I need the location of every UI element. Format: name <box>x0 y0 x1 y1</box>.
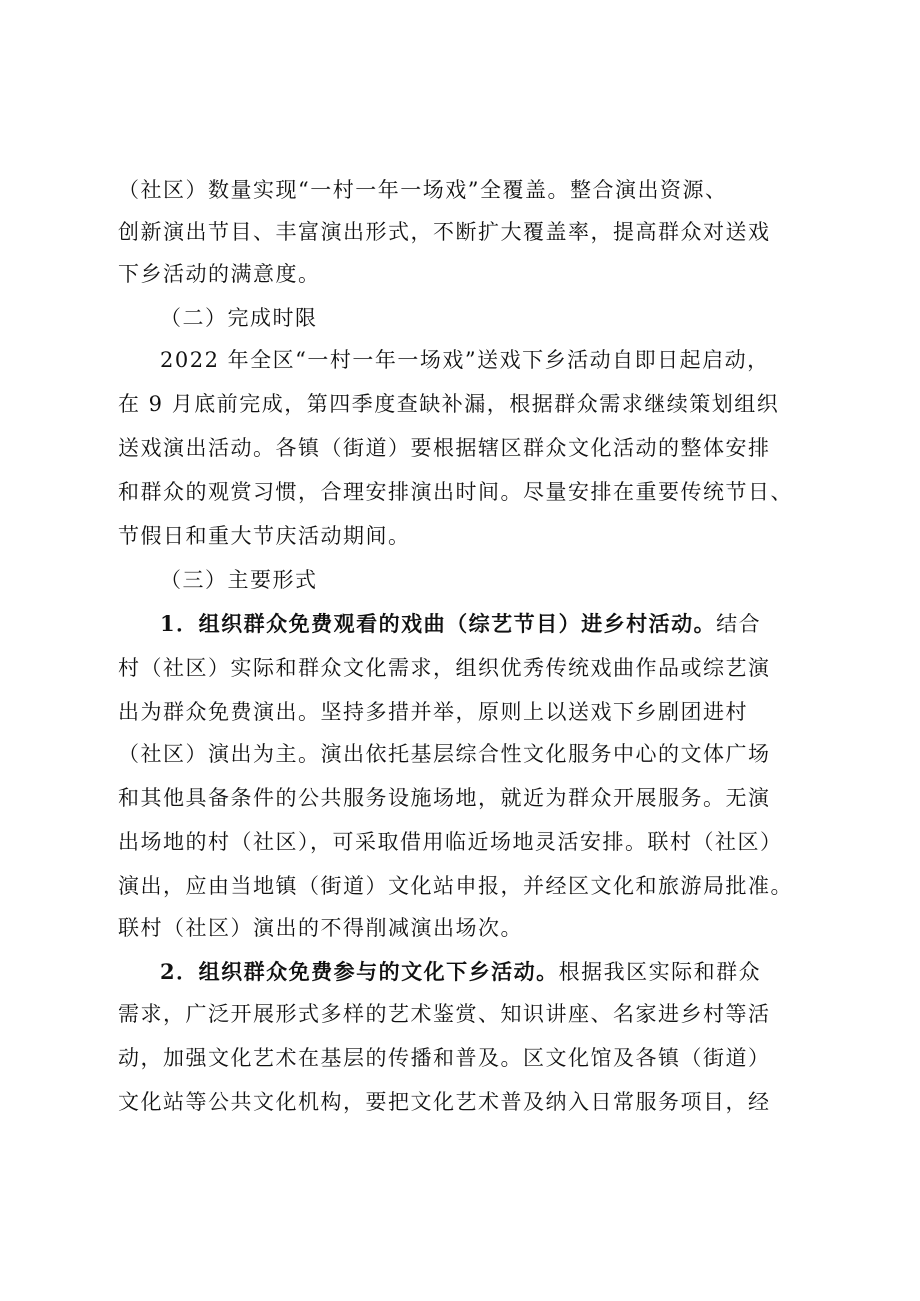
paragraph-line <box>118 1043 802 1073</box>
text-run: 联村（社区）演出的不得削减演出场次。 <box>118 916 523 940</box>
text-run: 动，加强文化艺术在基层的传播和普及。区文化馆及各镇（街道） <box>118 1046 771 1070</box>
paragraph-line <box>118 521 802 551</box>
paragraph-line <box>118 1087 802 1117</box>
text-run: 结合 <box>716 612 762 636</box>
text-run: 2022 年全区“一村一年一场戏”送戏下乡活动自即日起启动， <box>160 348 770 372</box>
text-run: 下乡活动的满意度。 <box>118 262 321 286</box>
paragraph-line <box>118 389 802 419</box>
text-run: 节假日和重大节庆活动期间。 <box>118 524 411 548</box>
text-run: 根据我区实际和群众 <box>558 960 762 984</box>
paragraph-line <box>160 609 802 639</box>
paragraph-line <box>118 827 802 857</box>
paragraph-line <box>118 433 802 463</box>
section-heading-completion-deadline <box>160 303 802 333</box>
section-heading-main-forms <box>160 565 802 595</box>
paragraph-line <box>118 477 802 507</box>
paragraph-line <box>118 871 802 901</box>
text-run: 村（社区）实际和群众文化需求，组织优秀传统戏曲作品或综艺演 <box>118 656 771 680</box>
paragraph-line <box>118 783 802 813</box>
text-run: 文化站等公共文化机构，要把文化艺术普及纳入日常服务项目，经 <box>118 1090 771 1114</box>
heading-text: （二）完成时限 <box>160 306 318 330</box>
bold-item-title: 2．组织群众免费参与的文化下乡活动。 <box>160 959 559 984</box>
paragraph-line <box>118 175 802 205</box>
text-run: 需求，广泛开展形式多样的艺术鉴赏、知识讲座、名家进乡村等活 <box>118 1002 771 1026</box>
text-run: （社区）演出为主。演出依托基层综合性文化服务中心的文体广场 <box>118 742 771 766</box>
paragraph-line <box>118 653 802 683</box>
heading-text: （三）主要形式 <box>160 568 318 592</box>
bold-item-title: 1．组织群众免费观看的戏曲（综艺节目）进乡村活动。 <box>160 611 717 636</box>
text-run: 送戏演出活动。各镇（街道）要根据辖区群众文化活动的整体安排 <box>118 436 771 460</box>
text-run: 出场地的村（社区），可采取借用临近场地灵活安排。联村（社区） <box>118 830 783 854</box>
text-run: 出为群众免费演出。坚持多措并举，原则上以送戏下乡剧团进村 <box>118 700 748 724</box>
paragraph-line <box>118 913 802 943</box>
text-run: 在 9 月底前完成，第四季度查缺补漏，根据群众需求继续策划组织 <box>118 392 780 416</box>
paragraph-line <box>118 697 802 727</box>
paragraph-line <box>118 259 802 289</box>
paragraph-line <box>118 739 802 769</box>
text-run: 创新演出节目、丰富演出形式，不断扩大覆盖率，提高群众对送戏 <box>118 220 771 244</box>
paragraph-line <box>160 957 802 987</box>
paragraph-line <box>118 999 802 1029</box>
text-run: 和其他具备条件的公共服务设施场地，就近为群众开展服务。无演 <box>118 786 771 810</box>
text-run: 演出，应由当地镇（街道）文化站申报，并经区文化和旅游局批准。 <box>118 874 793 898</box>
text-run: 和群众的观赏习惯，合理安排演出时间。尽量安排在重要传统节日、 <box>118 480 793 504</box>
paragraph-line <box>118 217 802 247</box>
paragraph-line <box>160 345 802 375</box>
text-run: （社区）数量实现“一村一年一场戏”全覆盖。整合演出资源、 <box>118 178 728 202</box>
